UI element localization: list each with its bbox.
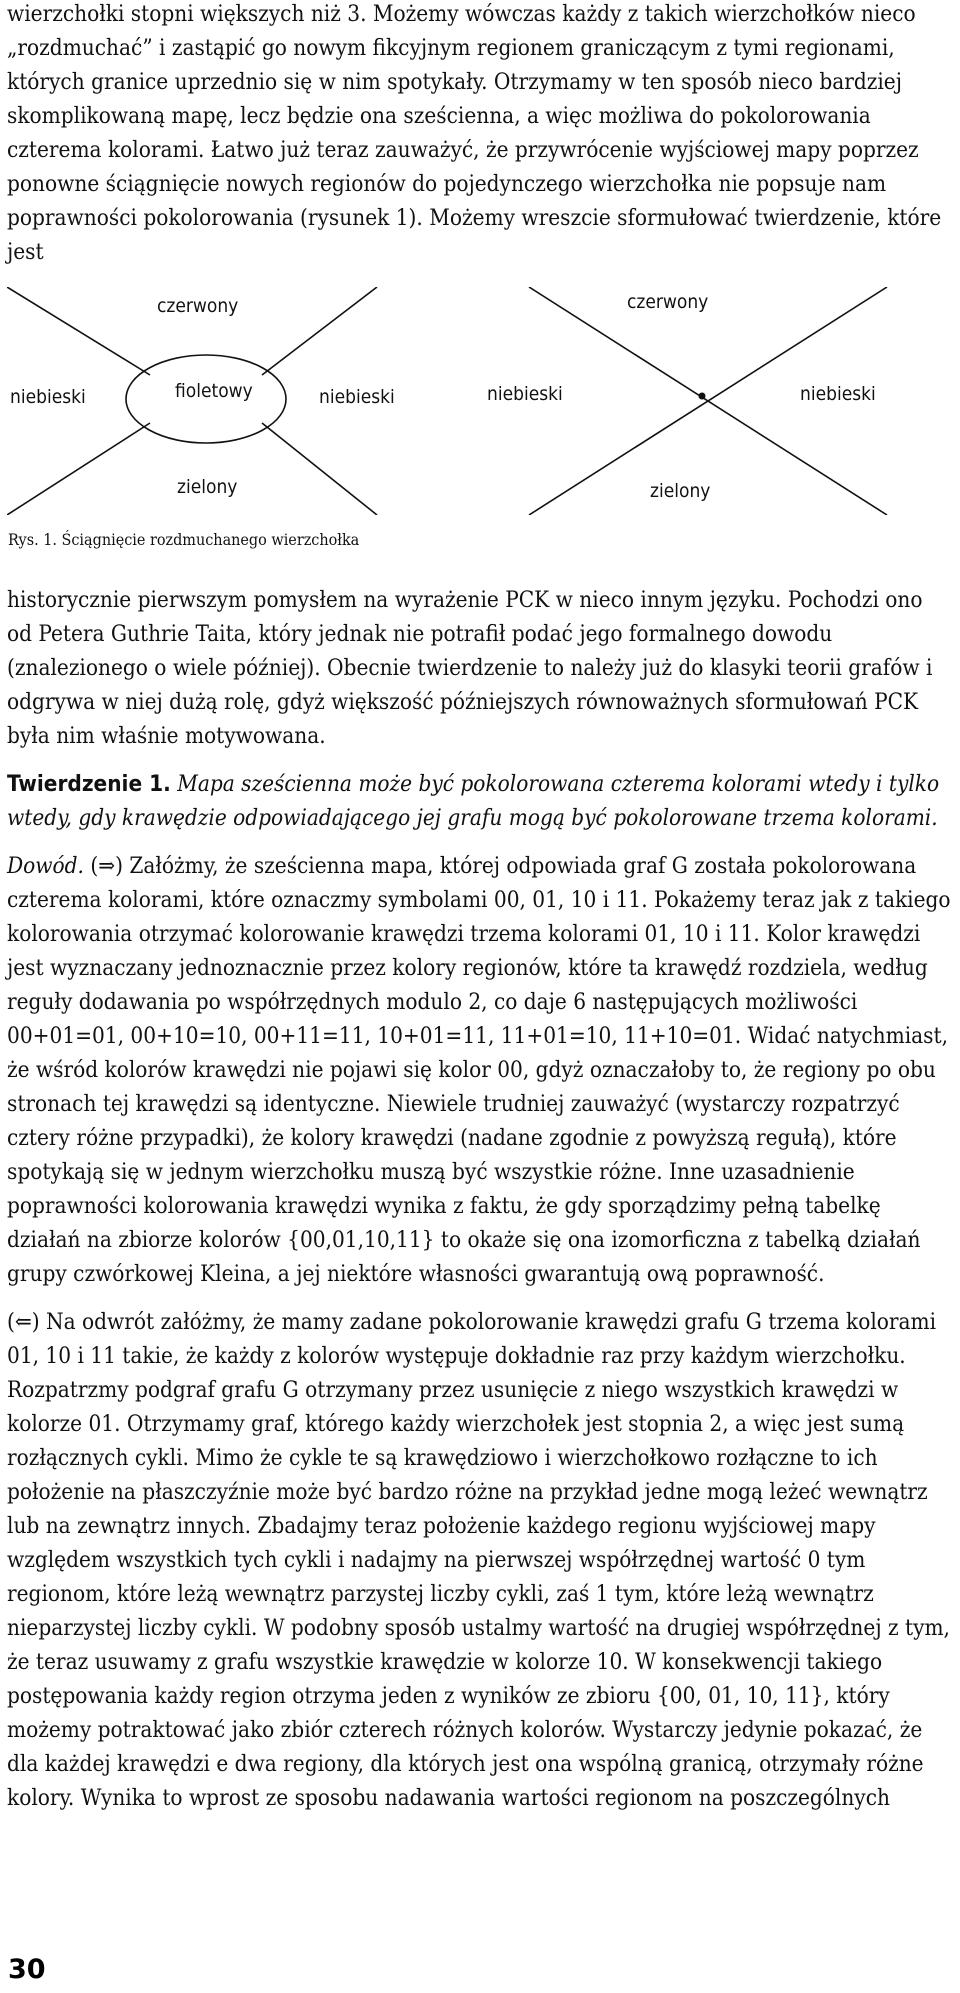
proof-backward: (⇐) Na odwrót załóżmy, że mamy zadane pokolorowanie krawędzi grafu G trzema kolorami 01, 10 i 11 takie, że każdy z kolorów występuje dokładnie raz przy każdym wierzchołku. Rozpatrzmy podgraf grafu G otrzymany przez usunięcie z niego wszystkich krawędzi w kolorze 01. Otrzymamy graf, którego każdy wierzchołek jest stopnia 2, a więc jest sumą rozłącznych cykli. Mimo że cykle te są krawędziowo i wierzchołkowo rozłączne to ich położenie na płaszczyźnie może być bardzo różne na przykład jedne mogą leżeć wewnątrz lub na zewnątrz innych. Zbadajmy teraz położenie każdego regionu wyjściowej mapy względem wszystkich tych cykli i nadajmy na pierwszej współrzędnej wartość 0 tym regionom, które leżą wewnątrz parzystej liczby cykli, zaś 1 tym, które leżą wewnątrz nieparzystej liczby cykli. W podobny sposób ustalmy wartość na drugiej współrzędnej z tym, że teraz usuwamy z grafu wszystkie krawędzie w kolorze 10. W konsekwencji takiego postępowania każdy region otrzyma jeden z wyników ze zbioru {00, 01, 10, 11}, który możemy potraktować jako zbiór czterech różnych kolorów. Wystarczy jedynie pokazać, że dla każdej krawędzi e dwa regiony, dla których jest ona wspólną granicą, otrzymały różne kolory. Wynika to wprost ze sposobu nadawania wartości regionom na poszczególnych: [7, 1309, 950, 1811]
page-number: 30: [8, 1954, 46, 1985]
label-right-right: niebieski: [800, 383, 876, 405]
paragraph-intro: wierzchołki stopni większych niż 3. Możemy wówczas każdy z takich wierzchołków nieco „rozdmuchać” i zastąpić go nowym fikcyjnym regionem graniczącym z tymi regionami, których granice uprzednio się w nim spotykały. Otrzymamy w ten sposób nieco bardziej skomplikowaną mapę, lecz będzie ona sześcienna, a więc możliwa do pokolorowania czterema kolorami. Łatwo już teraz zauważyć, że przywrócenie wyjściowej mapy poprzez ponowne ściągnięcie nowych regionów do pojedynczego wierzchołka nie popsuje nam poprawności pokolorowania (rysunek 1). Możemy wreszcie sformułować twierdzenie, które jest: [7, 1, 942, 265]
label-left-center: fioletowy: [175, 380, 253, 402]
left-edge-upper-right: [262, 287, 377, 375]
left-edge-lower-right: [262, 423, 377, 515]
theorem-label: Twierdzenie 1.: [7, 771, 171, 797]
figure-caption: Rys. 1. Ściągnięcie rozdmuchanego wierzchołka: [8, 530, 360, 549]
label-left-left: niebieski: [10, 386, 86, 408]
proof-forward-text: (⇒) Załóżmy, że sześcienna mapa, której odpowiada graf G została pokolorowana czterema kolorami, które oznaczmy symbolami 00, 01, 10 i 11. Pokażemy teraz jak z takiego kolorowania otrzymać kolorowanie krawędzi trzema kolorami 01, 10 i 11. Kolor krawędzi jest wyznaczany jednoznacznie przez kolory regionów, które ta krawędź rozdziela, według reguły dodawania po współrzędnych modulo 2, co daje 6 następujących możliwości 00+01=01, 00+10=10, 00+11=11, 10+01=11, 11+01=10, 11+10=01. Widać natychmiast, że wśród kolorów krawędzi nie pojawi się kolor 00, gdyż oznaczałoby to, że regiony po obu stronach tej krawędzi są identyczne. Niewiele trudniej zauważyć (wystarczy rozpatrzyć cztery różne przypadki), że kolory krawędzi (nadane zgodnie z powyższą regułą), które spotykają się w jednym wierzchołku muszą być wszystkie różne. Inne uzasadnienie poprawności kolorowania krawędzi wynika z faktu, że gdy sporządzimy pełną tabelkę działań na zbiorze kolorów {00,01,10,11} to okaże się ona izomorficzna z tabelką działań grupy czwórkowej Kleina, a jej niektóre własności gwarantują ową poprawność.: [7, 853, 951, 1287]
right-diagram: [487, 287, 887, 515]
paragraph-history: historycznie pierwszym pomysłem na wyrażenie PCK w nieco innym języku. Pochodzi ono od Petera Guthrie Taita, który jednak nie potrafił podać jego formalnego dowodu (znalezionego o wiele później). Obecnie twierdzenie to należy już do klasyki teorii grafów i odgrywa w niej dużą rolę, gdyż większość późniejszych równoważnych sformułowań PCK była nim właśnie motywowana.: [7, 587, 933, 749]
figure-1: [7, 287, 953, 515]
contracted-vertex: [699, 393, 706, 400]
label-left-bottom: zielony: [177, 476, 238, 498]
document-page: [7, 0, 953, 1815]
left-edge-upper-left: [7, 287, 150, 375]
label-left-top: czerwony: [157, 295, 239, 317]
left-diagram: [7, 287, 395, 515]
proof-label: Dowód.: [7, 853, 84, 879]
label-right-bottom: zielony: [650, 480, 711, 502]
label-right-top: czerwony: [627, 291, 709, 313]
left-edge-lower-left: [7, 423, 150, 515]
theorem: [7, 767, 953, 835]
figure-diagram: [7, 287, 953, 515]
label-left-right: niebieski: [319, 386, 395, 408]
theorem-body: Mapa sześcienna może być pokolorowana czterema kolorami wtedy i tylko wtedy, gdy krawędzie odpowiadającego jej grafu mogą być pokolorowane trzema kolorami.: [7, 771, 940, 831]
proof-forward: [7, 849, 953, 1291]
label-right-left: niebieski: [487, 383, 563, 405]
